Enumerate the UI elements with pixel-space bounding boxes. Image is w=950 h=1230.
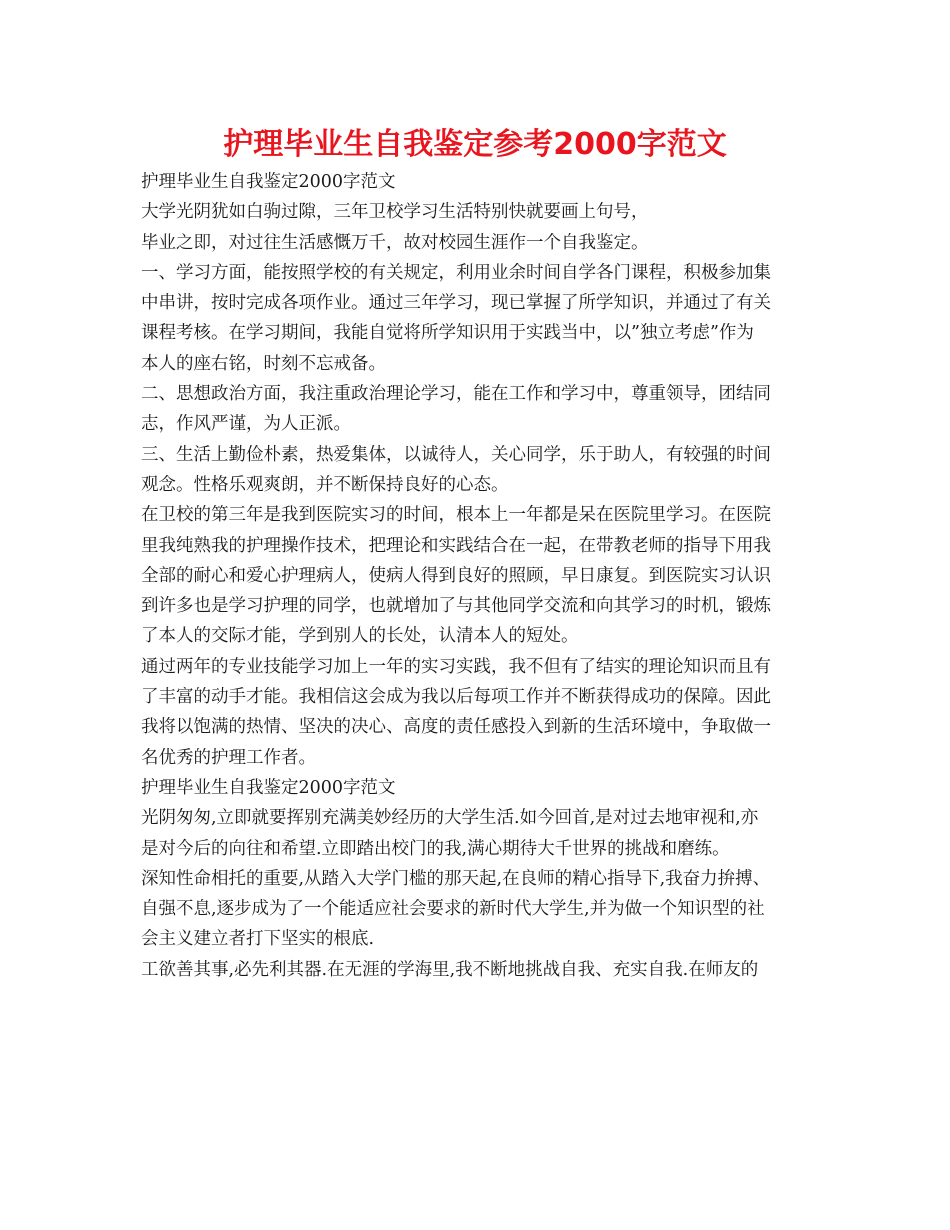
text-line: 通过两年的专业技能学习加上一年的实习实践，我不但有了结实的理论知识而且有: [141, 656, 771, 677]
text-line: 会主义建立者打下坚实的根底.: [141, 929, 375, 950]
text-line: 工欲善其事,必先利其器.在无涯的学海里,我不断地挑战自我、充实自我.在师友的: [141, 959, 759, 980]
text-line: 了本人的交际才能，学到别人的长处，认清本人的短处。: [141, 626, 579, 647]
text-line: 二、思想政治方面，我注重政治理论学习，能在工作和学习中，尊重领导，团结同: [141, 384, 771, 405]
text-line: 我将以饱满的热情、坚决的决心、高度的责任感投入到新的生活环境中，争取做一: [141, 717, 771, 738]
text-line: 一、学习方面，能按照学校的有关规定，利用业余时间自学各门课程，积极参加集: [141, 262, 771, 283]
text-line: 是对今后的向往和希望.立即踏出校门的我,满心期待大千世界的挑战和磨练。: [141, 838, 730, 859]
text-line: 中串讲，按时完成各项作业。通过三年学习，现已掌握了所学知识，并通过了有关: [141, 293, 771, 314]
document-body: [141, 167, 821, 985]
document-title: 护理毕业生自我鉴定参考2000字范文: [223, 127, 727, 162]
text-line: 自强不息,逐步成为了一个能适应社会要求的新时代大学生,并为做一个知识型的社: [141, 899, 765, 920]
text-line: 大学光阴犹如白驹过隙，三年卫校学习生活特别快就要画上句号，: [141, 202, 649, 223]
text-line: 护理毕业生自我鉴定2000字范文: [141, 777, 396, 798]
text-line: 了丰富的动手才能。我相信这会成为我以后每项工作并不断获得成功的保障。因此: [141, 687, 771, 708]
text-line: 里我纯熟我的护理操作技术，把理论和实践结合在一起，在带教老师的指导下用我: [141, 535, 771, 556]
text-line: 毕业之即，对过往生活感慨万千，故对校园生涯作一个自我鉴定。: [141, 232, 649, 253]
text-line: 光阴匆匆,立即就要挥别充满美妙经历的大学生活.如今回首,是对过去地审视和,亦: [141, 808, 759, 829]
text-line: 本人的座右铭，时刻不忘戒备。: [141, 353, 386, 374]
text-line: 名优秀的护理工作者。: [141, 747, 316, 768]
text-line: 深知性命相托的重要,从踏入大学门槛的那天起,在良师的精心指导下,我奋力拚搏、: [141, 868, 771, 889]
text-line: 在卫校的第三年是我到医院实习的时间，根本上一年都是呆在医院里学习。在医院: [141, 505, 771, 526]
text-line: 观念。性格乐观爽朗，并不断保持良好的心态。: [141, 474, 509, 495]
text-line: 志，作风严谨，为人正派。: [141, 414, 351, 435]
text-line: 全部的耐心和爱心护理病人，使病人得到良好的照顾，早日康复。到医院实习认识: [141, 565, 771, 586]
text-line: 三、生活上勤俭朴素，热爱集体，以诚待人，关心同学，乐于助人，有较强的时间: [141, 444, 771, 465]
text-line: 护理毕业生自我鉴定2000字范文: [141, 172, 396, 192]
text-line: 到许多也是学习护理的同学，也就增加了与其他同学交流和向其学习的时机，锻炼: [141, 596, 771, 617]
text-line: 课程考核。在学习期间，我能自觉将所学知识用于实践当中，以”独立考虑”作为: [141, 323, 754, 344]
